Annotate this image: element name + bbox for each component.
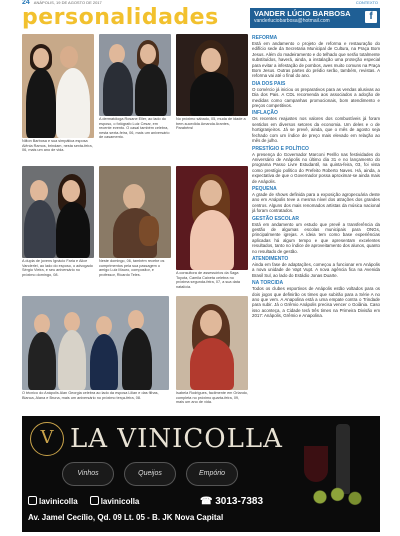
section-heading: DIA DOS PAIS (252, 80, 286, 87)
section-heading: REFORMA (252, 35, 278, 41)
section-text: Está em andamento um estudo que prevê a transferência da gestão de algumas escolas municipais para ONGs, principalmente igrejas. A ideia tem como base experiências aplicadas há algum tempo e que apresentam excelentes resultados, tanto no índice de aproveitamento dos alunos, quanto no resultado de gestão. (252, 221, 380, 254)
section-label: CONTEXTO (355, 0, 378, 5)
advertisement-banner[interactable] (22, 416, 380, 532)
photo-card (99, 166, 171, 277)
photo-card (176, 296, 248, 405)
section-heading: INFLAÇÃO (252, 110, 278, 117)
section-text: Ainda em fase de adaptações, começou a funcionar em Anápolis a nova unidade de Vapt Vupt. A nova agência fica na Avenida Brasil Sul, ao lado do Estádio Jonas Duarte. (252, 262, 380, 278)
photo-card (22, 166, 94, 277)
photo-card (22, 34, 94, 153)
photo-portrait-5 (99, 166, 171, 258)
photo-card (176, 166, 248, 289)
photo-card (176, 34, 248, 131)
ad-phone[interactable]: ☎ 3013-7383 (200, 496, 264, 507)
section-heading: GESTÃO ESCOLAR (252, 215, 299, 222)
photo-caption: A dupla de jovens Ignácio Faria e Alice Vanderlei, ao lado do esposo, o advogado Sérgio Vieira, e seu aniversário no próximo domingo, 08. (22, 259, 93, 277)
ad-chip-cheeses: Queijos (124, 462, 176, 486)
photo-card (99, 34, 171, 140)
column-title-band (22, 6, 248, 30)
ad-category-list (62, 462, 238, 486)
photo-card (22, 296, 169, 400)
section-heading: PEQUENA (252, 185, 277, 192)
column-title: personalidades (22, 5, 219, 30)
notes-column (252, 33, 380, 411)
photo-grid (22, 34, 248, 414)
author-band (250, 8, 380, 28)
photo-couple-2 (99, 34, 171, 116)
section-text: Os recentes reajustes nos valores dos combustíveis já foram sentidos em diversos setores da economia. Um deles e o de hortigranjeiros. Já se prevê, ainda, que o mês de agosto seja fechado com um índice de preço mais elevado em relação ao mês de julho. (252, 116, 380, 144)
photo-caption: Nilton Barbosa e sua simpática esposa Alênia Ramos, brindam, nesta sexta-feira, 06, mais um ano de vida. (22, 139, 93, 152)
photo-caption: O técnico do Anápolis Alan Georgia celebra ao lado da esposa Lilian e das filhas, Bianca, Alana e Bruna, mais um aniversário no próximo terça-feira, 08. (22, 391, 159, 400)
section-heading: PRESTÍGIO E POLÍTICO (252, 145, 309, 152)
section-heading: ATENDIMENTO (252, 256, 289, 262)
photo-portrait-8 (176, 296, 248, 390)
photo-caption: Isabela Rodrigues, facilmente em Orlando, completa no próximo quarta-feira, 09, mais um ano de vida. (176, 391, 248, 404)
section-text: Está em andamento o projeto de reforma e restauração do edifício sede da Secretaria Municipal de Cultura, na Praça Bom Jesus. Além do madeiramento e do telhado que serão totalmente substituídos, haverá, ainda, a instalação uma proteção especial para evitar a infestação de pombos, aves muito comuns na Praça Bom Jesus. Outras partes do prédio serão, também, revistas. A reforma vai até o final do ano. (252, 41, 380, 79)
instagram-icon (28, 496, 37, 505)
facebook-icon[interactable]: f (365, 11, 377, 23)
page-number: 24 (22, 0, 30, 6)
photo-couple-4 (22, 166, 94, 258)
photo-family-7 (22, 296, 169, 390)
facebook-icon (90, 496, 99, 505)
ad-address: Av. Jamel Cecílio, Qd. 09 Lt. 05 - B. JK Nova Capital (28, 513, 224, 522)
wine-logo-icon: V (30, 422, 64, 456)
section-heading: NA TORCIDA (252, 280, 284, 287)
ad-chip-emporium: Empório (186, 462, 238, 486)
ad-brand: LA VINICOLLA (70, 424, 283, 454)
author-name: VANDER LÚCIO BARBOSA (254, 9, 351, 18)
instagram-handle[interactable]: lavinicolla (28, 496, 78, 508)
wine-glass-icon (304, 446, 328, 482)
photo-caption: A dermatóloga Rosane Eller, ao lado do esposo, o fotógrafo Luiz Cesar, em recente evento. O casal também celebra, nesta sexta-feira, 06, mais um aniversário de casamento. (99, 117, 170, 139)
photo-couple-1 (22, 34, 94, 138)
ad-social (28, 496, 139, 508)
photo-caption: A consultora de assessórios da Saga Toyota, Camila Caixeta celebra no próxima segunda-feira, 07, a sua data natalícia. (176, 271, 240, 289)
section-text: A presença do Governador Marconi Perillo nas festividades do Aniversário de Anápolis no último dia 31 e no lançamento do programa Passo Livre Estudantil, na quinta-feira, 03, foi vista como prestígio político do Prefeito Roberto Naves. Há, ainda, a expectativa de que o Governador possa aproximar-se ainda mais de Anápolis. (252, 151, 380, 184)
section-text: A grade de shows definida para a exposição agropecuária deste ano em Anápolis teve a mesma nível dos atrações dos grandes centros. Alguns dos mais renomados artistas da música nacional já foram contratados. (252, 191, 380, 214)
facebook-handle[interactable]: lavinicolla (90, 496, 140, 508)
photo-portrait-3 (176, 34, 248, 116)
photo-caption: Neste domingo, 06, também recebe os cumprimentos pela sua passagem o amigo Luiz Mauro, compositor, e professor, Ricardo Teles. (99, 259, 165, 277)
section-text: Todos os clubes esportivos de Anápolis estão voltados para os dois jogos que definirão os times que subirão para a Série A no ano que vem. A Anapolina está a uma empate contra o Trindade para subir. Já o Grêmio Anápolis precisa vencer o Goiânia. Caso isso aconteça, a Cidade terá três times na Primeira Divisão em 2017: Anápolis, Grêmio e Anapolina. (252, 286, 380, 319)
section-text: O comércio já iniciou os preparativos para as vendas alusivas ao Dia dos Pais. A CDL recomenda aos associados a adoção de medidas como campanhas promocionais, bom atendimento e preços competitivos. (252, 86, 380, 109)
ad-chip-wines: Vinhos (62, 462, 114, 486)
date-line: ANÁPOLIS, 19 DE AGOSTO DE 2017 (33, 0, 102, 5)
photo-caption: No próximo sábado, 05, muda de idade a bem-sucedida Amanda Arantes, Parabéns! (176, 117, 246, 130)
photo-portrait-6 (176, 166, 248, 270)
grapes-icon (306, 484, 376, 510)
author-email[interactable]: vanderluciobarbosa@hotmail.com (254, 18, 330, 24)
